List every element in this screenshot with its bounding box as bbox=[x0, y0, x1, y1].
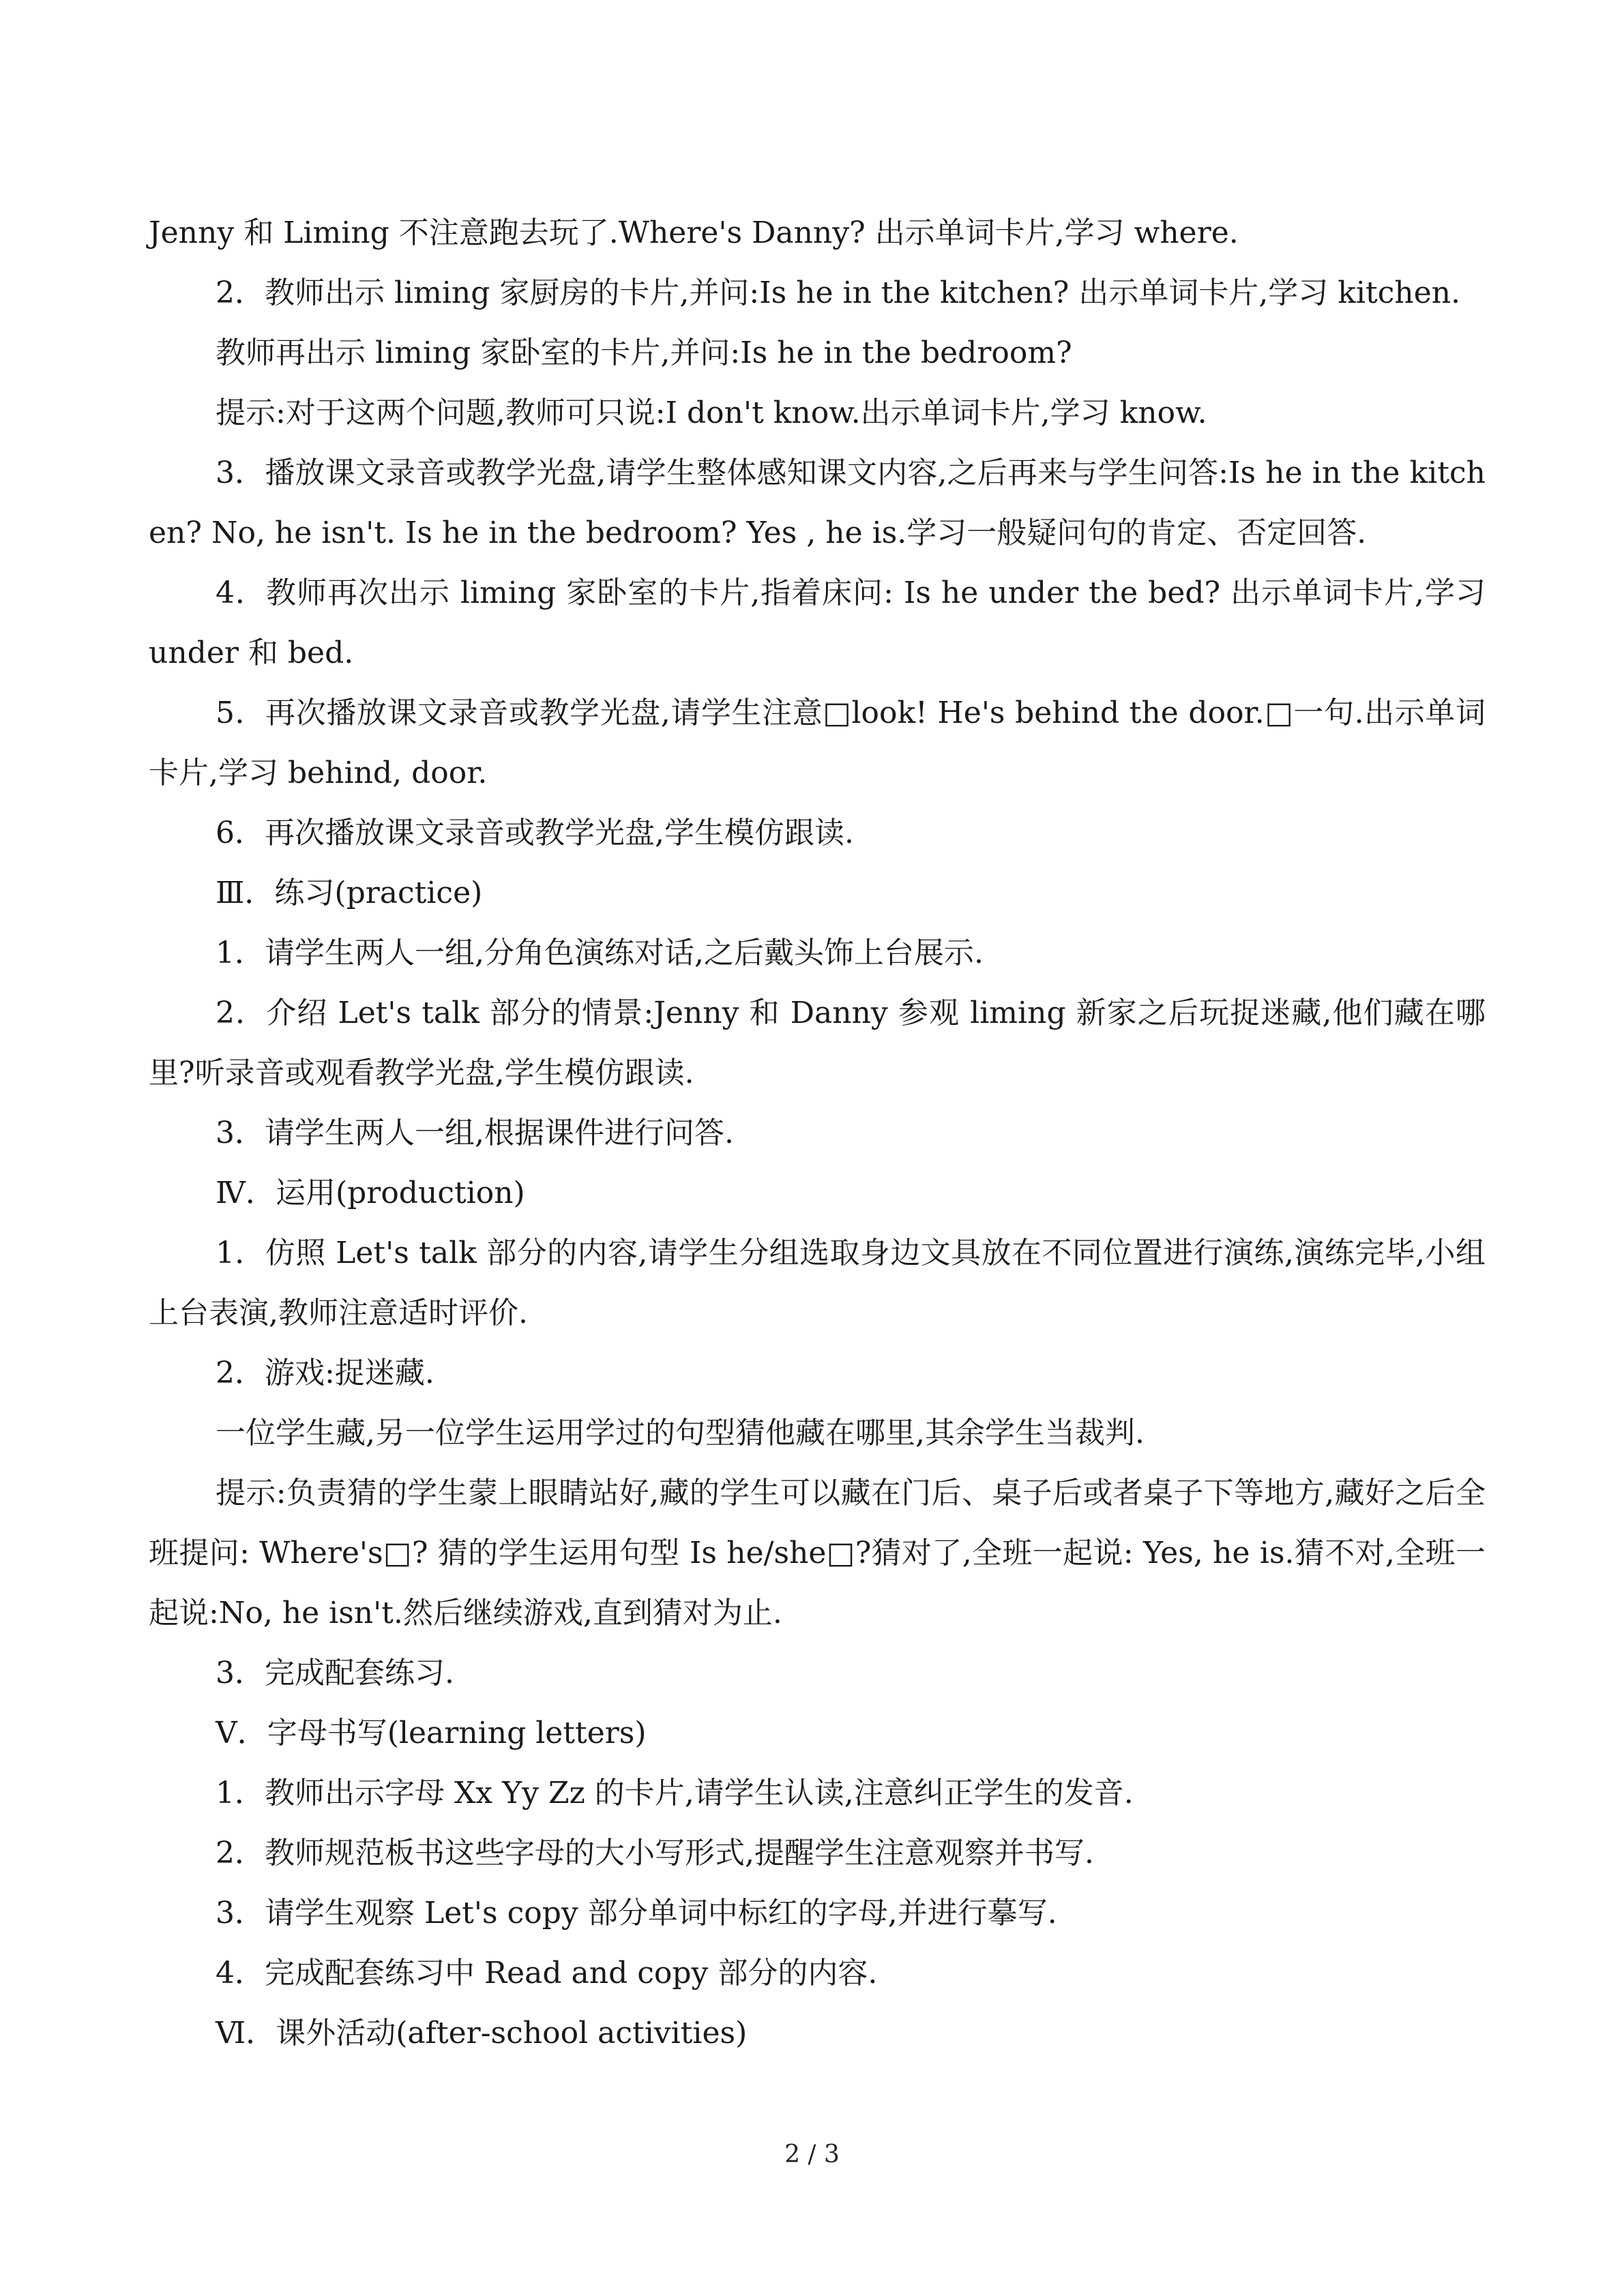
paragraph-12: 3．请学生两人一组,根据课件进行问答. bbox=[216, 1116, 734, 1150]
section-heading-learning-letters: Ⅴ．字母书写(learning letters) bbox=[216, 1716, 647, 1750]
paragraph-20: 1．教师出示字母 Xx Yy Zz 的卡片,请学生认读,注意纠正学生的发音. bbox=[216, 1776, 1134, 1810]
section-heading-practice: Ⅲ．练习(practice) bbox=[216, 876, 483, 910]
paragraph-21: 2．教师规范板书这些字母的大小写形式,提醒学生注意观察并书写. bbox=[216, 1836, 1094, 1870]
document-body bbox=[149, 203, 1486, 2063]
paragraph-8: 6．再次播放课文录音或教学光盘,学生模仿跟读. bbox=[216, 816, 854, 850]
paragraph-10: 1．请学生两人一组,分角色演练对话,之后戴头饰上台展示. bbox=[216, 936, 984, 970]
paragraph-15: 2．游戏:捉迷藏. bbox=[216, 1356, 434, 1390]
paragraph-5: 3．播放课文录音或教学光盘,请学生整体感知课文内容,之后再来与学生问答:Is he in the kitchen? No, he isn't. Is he in the bedroom? Yes , he is.学习一般疑问句的肯定、否定回答. bbox=[149, 456, 1486, 550]
section-heading-after-school: Ⅵ．课外活动(after-school activities) bbox=[216, 2016, 748, 2051]
paragraph-1: Jenny 和 Liming 不注意跑去玩了.Where's Danny? 出示单词卡片,学习 where. bbox=[149, 215, 1239, 250]
paragraph-3: 教师再出示 liming 家卧室的卡片,并问:Is he in the bedroom? bbox=[216, 336, 1072, 370]
paragraph-18: 3．完成配套练习. bbox=[216, 1656, 454, 1690]
paragraph-4: 提示:对于这两个问题,教师可只说:I don't know.出示单词卡片,学习 know. bbox=[216, 396, 1207, 430]
paragraph-14: 1．仿照 Let's talk 部分的内容,请学生分组选取身边文具放在不同位置进行演练,演练完毕,小组上台表演,教师注意适时评价. bbox=[149, 1236, 1486, 1330]
paragraph-6: 4．教师再次出示 liming 家卧室的卡片,指着床问: Is he under the bed? 出示单词卡片,学习 under 和 bed. bbox=[149, 576, 1486, 670]
paragraph-11: 2．介绍 Let's talk 部分的情景:Jenny 和 Danny 参观 liming 新家之后玩捉迷藏,他们藏在哪里?听录音或观看教学光盘,学生模仿跟读. bbox=[149, 996, 1486, 1090]
paragraph-16: 一位学生藏,另一位学生运用学过的句型猜他藏在哪里,其余学生当裁判. bbox=[216, 1416, 1145, 1450]
section-heading-production: Ⅳ．运用(production) bbox=[216, 1176, 525, 1210]
paragraph-7: 5．再次播放课文录音或教学光盘,请学生注意□look! He's behind the door.□一句.出示单词卡片,学习 behind, door. bbox=[149, 696, 1486, 790]
paragraph-23: 4．完成配套练习中 Read and copy 部分的内容. bbox=[216, 1956, 878, 1991]
page-number: 2 / 3 bbox=[784, 2141, 840, 2168]
paragraph-2: 2．教师出示 liming 家厨房的卡片,并问:Is he in the kitchen? 出示单词卡片,学习 kitchen. bbox=[216, 275, 1461, 310]
paragraph-22: 3．请学生观察 Let's copy 部分单词中标红的字母,并进行摹写. bbox=[216, 1896, 1057, 1930]
paragraph-17: 提示:负责猜的学生蒙上眼睛站好,藏的学生可以藏在门后、桌子后或者桌子下等地方,藏好之后全班提问: Where's□? 猜的学生运用句型 Is he/she□?猜对了,全班一起说: Yes, he is.猜不对,全班一起说:No, he isn't.然后继续游戏,直到猜对为止. bbox=[149, 1476, 1486, 1630]
